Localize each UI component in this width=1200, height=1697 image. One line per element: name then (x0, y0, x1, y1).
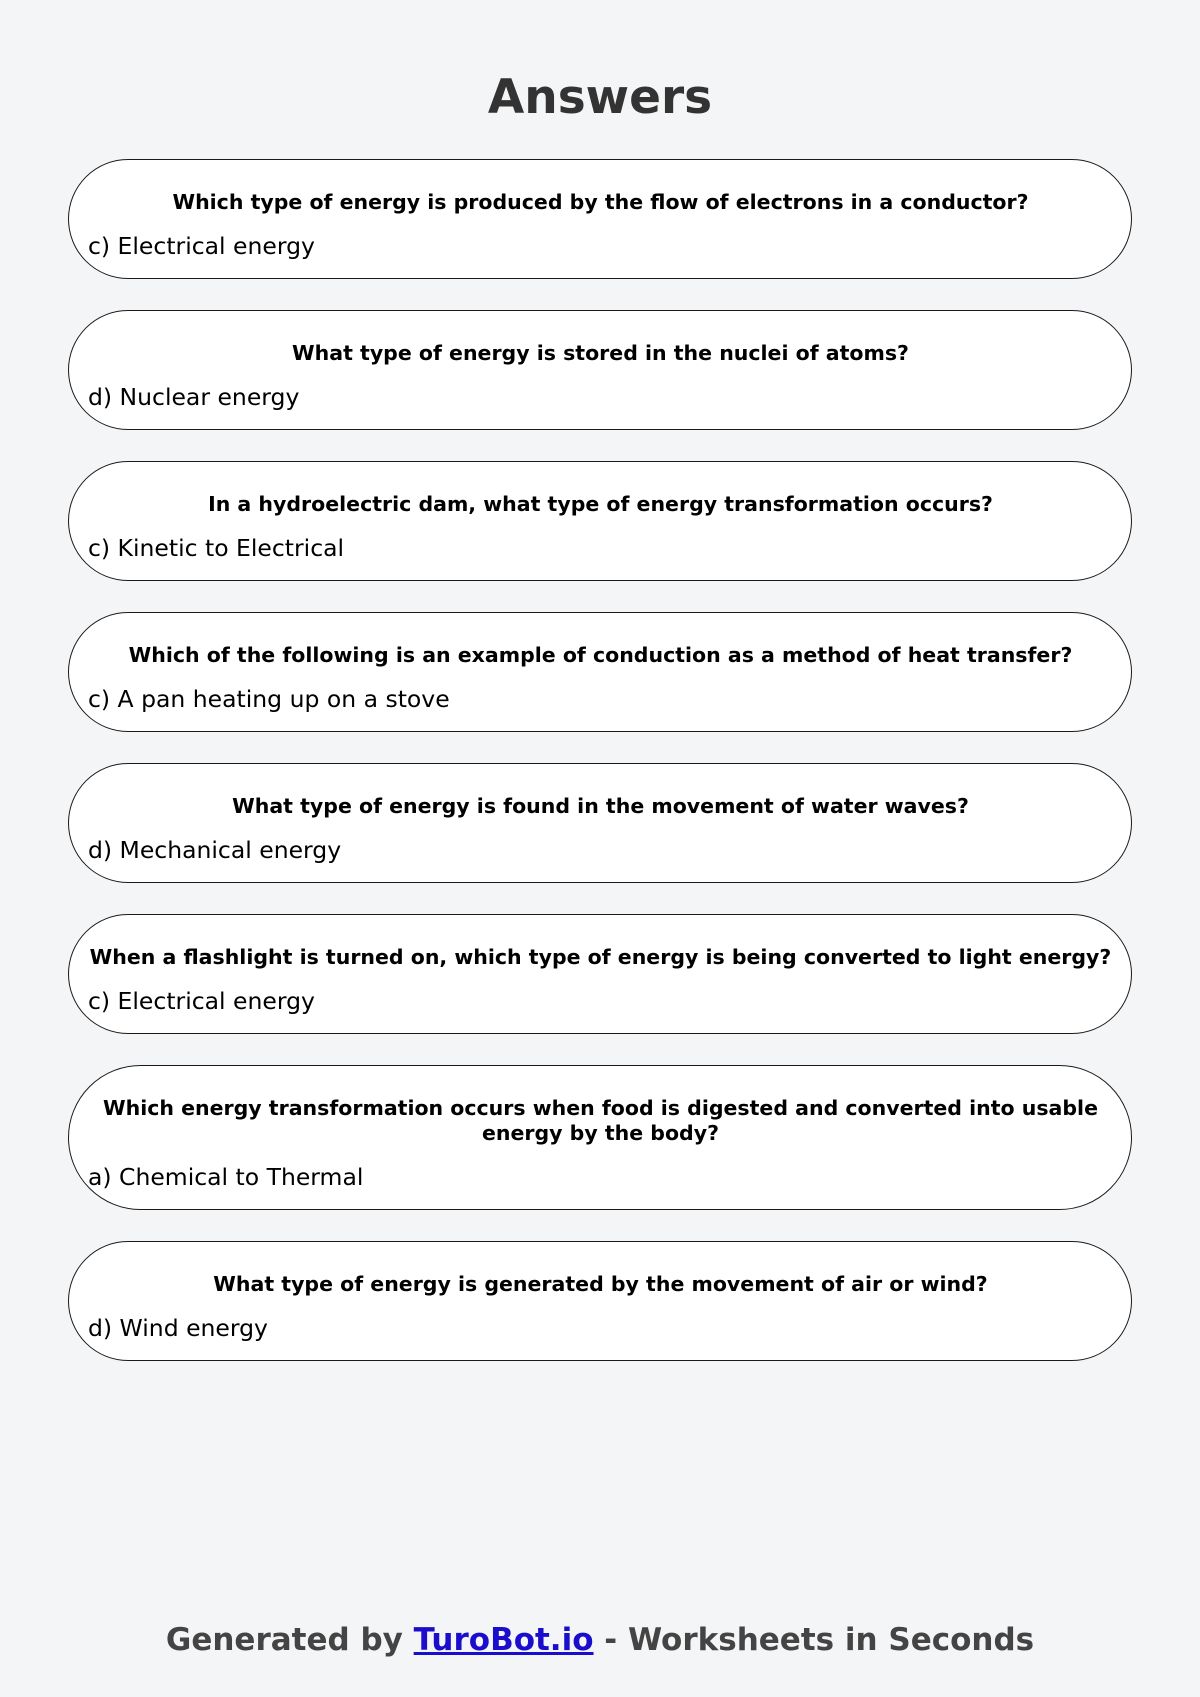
answer-text: c) Electrical energy (88, 232, 315, 260)
answer-list (68, 159, 1132, 1392)
answer-text: d) Mechanical energy (88, 836, 342, 864)
answer-card (68, 612, 1132, 732)
page-title: Answers (487, 70, 713, 125)
turobot-link[interactable]: TuroBot.io (413, 1622, 594, 1658)
question-text: What type of energy is found in the movement of water waves? (232, 794, 969, 818)
answer-text: a) Chemical to Thermal (88, 1163, 364, 1191)
answer-card (68, 310, 1132, 430)
footer-suffix: - Worksheets in Seconds (593, 1622, 1035, 1658)
answer-text: d) Wind energy (88, 1314, 268, 1342)
answer-text: c) A pan heating up on a stove (88, 685, 450, 713)
footer-prefix: Generated by (165, 1622, 414, 1658)
answer-text: d) Nuclear energy (88, 383, 300, 411)
question-text: Which type of energy is produced by the flow of electrons in a conductor? (172, 190, 1029, 214)
answer-card (68, 763, 1132, 883)
answer-card (68, 1065, 1132, 1210)
answer-text: c) Electrical energy (88, 987, 315, 1015)
question-text: What type of energy is generated by the movement of air or wind? (213, 1272, 988, 1296)
question-text: What type of energy is stored in the nuclei of atoms? (292, 341, 909, 365)
question-text: Which energy transformation occurs when food is digested and converted into usable energy by the body? (103, 1096, 1098, 1145)
question-text: Which of the following is an example of conduction as a method of heat transfer? (128, 643, 1073, 667)
question-text: When a flashlight is turned on, which type of energy is being converted to light energy? (89, 945, 1112, 969)
answer-text: c) Kinetic to Electrical (88, 534, 345, 562)
footer (0, 1620, 1200, 1660)
answer-card (68, 1241, 1132, 1361)
question-text: In a hydroelectric dam, what type of energy transformation occurs? (208, 492, 993, 516)
answer-card (68, 461, 1132, 581)
answer-card (68, 914, 1132, 1034)
answer-card (68, 159, 1132, 279)
